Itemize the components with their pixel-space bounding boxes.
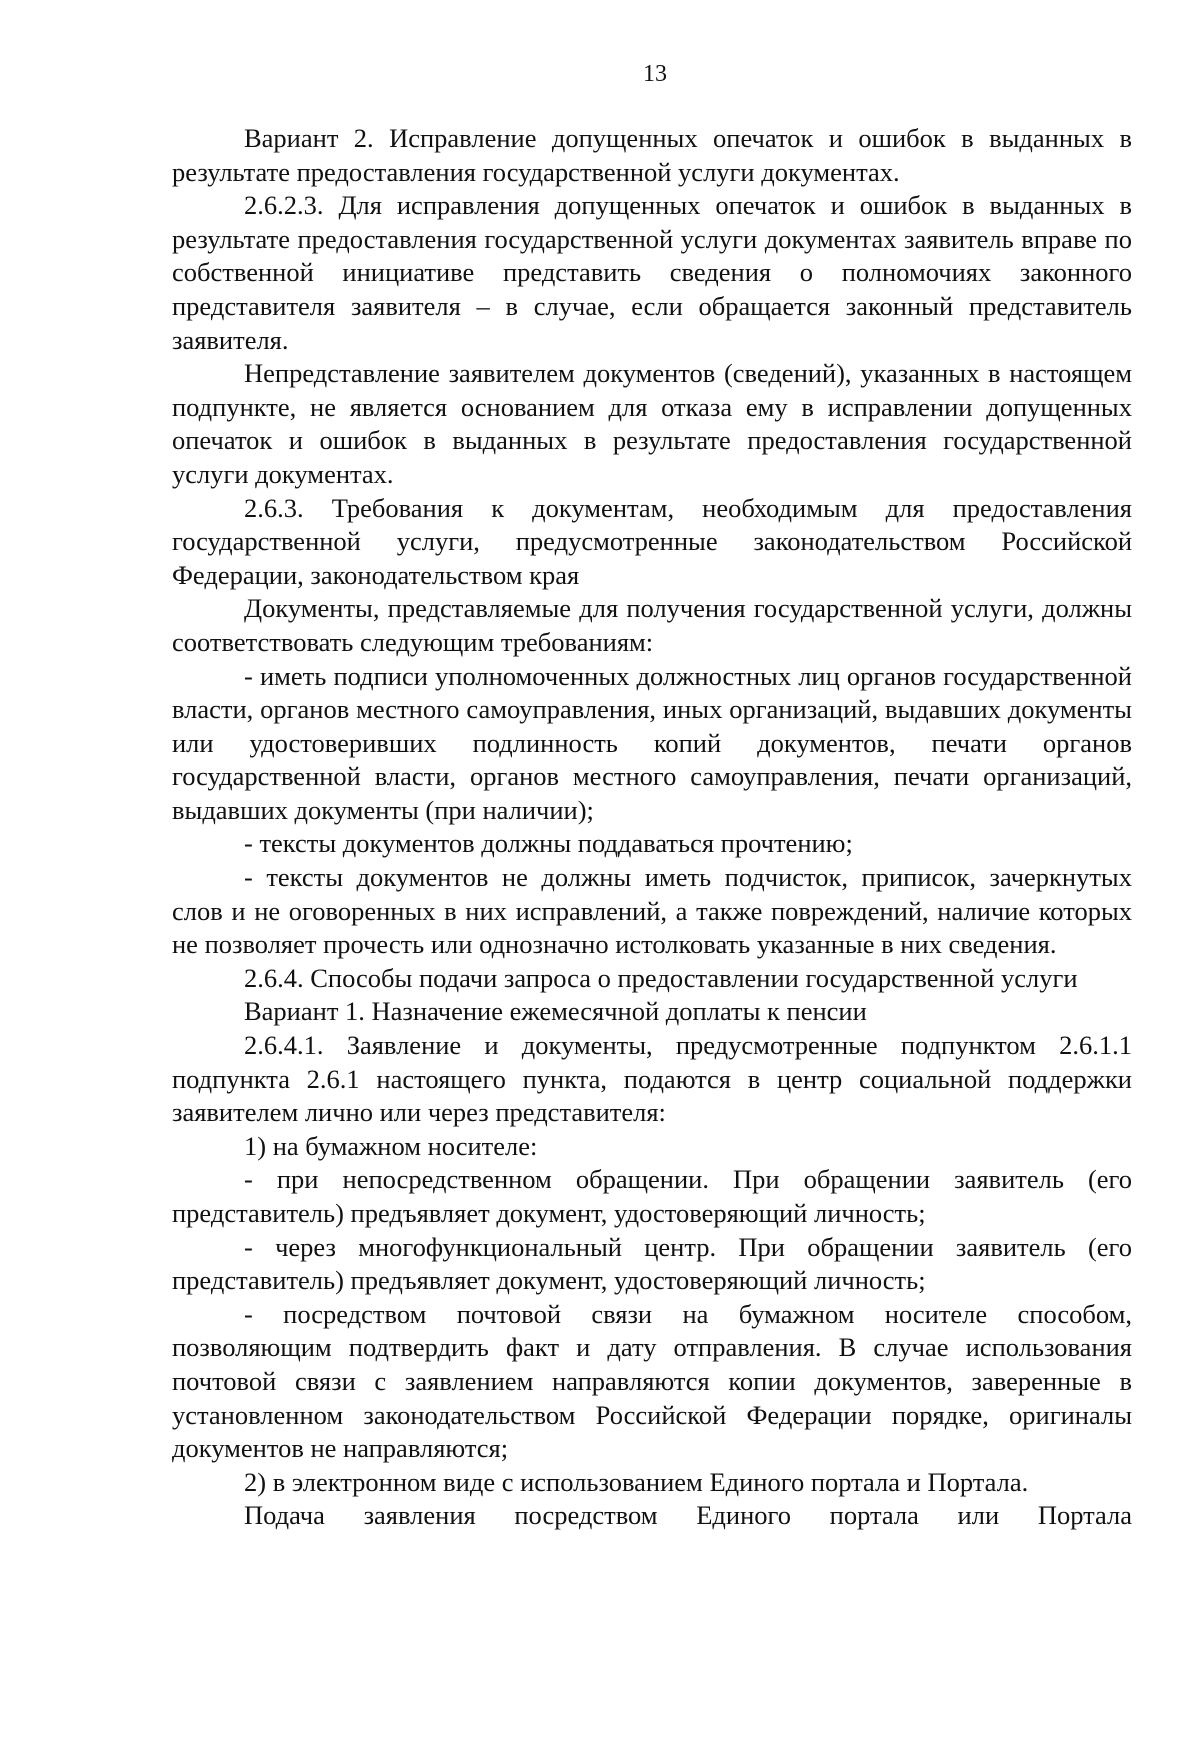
- page-number: 13: [643, 61, 667, 87]
- list-item-no-corrections: - тексты документов не должны иметь подчисток, приписок, зачеркнутых слов и не оговоренных в них исправлений, а также повреждений, наличие которых не позволяет прочесть или однозначно истолковать указанные в них сведения.: [172, 862, 1132, 960]
- list-item-signatures: - иметь подписи уполномоченных должностных лиц органов государственной власти, органов местного самоуправления, иных организаций, выдавших документы или удостоверивших подлинность копий документов, печати органов государственной власти, органов местного самоуправления, печати организаций, выдавших документы (при наличии);: [172, 660, 1132, 825]
- document-body: [172, 122, 1132, 1533]
- list-item-mfc: - через многофункциональный центр. При обращении заявитель (его представитель) предъявляет документ, удостоверяющий личность;: [172, 1231, 1132, 1296]
- list-item-readable: - тексты документов должны поддаваться прочтению;: [244, 828, 853, 859]
- paragraph-2-6-2-3: 2.6.2.3. Для исправления допущенных опечаток и ошибок в выданных в результате предоставления государственной услуги документах заявитель вправе по собственной инициативе представить сведения о полномочиях законного представителя заявителя – в случае, если обращается законный представитель заявителя.: [172, 190, 1132, 355]
- paragraph-2-6-4-1: 2.6.4.1. Заявление и документы, предусмотренные подпунктом 2.6.1.1 подпункта 2.6.1 настоящего пункта, подаются в центр социальной поддержки заявителем лично или через представителя:: [172, 1030, 1132, 1128]
- paragraph-documents-requirements: Документы, представляемые для получения государственной услуги, должны соответствовать следующим требованиям:: [172, 593, 1132, 657]
- paragraph-portal-submission: Подача заявления посредством Единого портала или Портала: [244, 1500, 1132, 1531]
- list-item-electronic: 2) в электронном виде с использованием Единого портала и Портала.: [244, 1466, 1029, 1497]
- list-item-direct-appeal: - при непосредственном обращении. При обращении заявитель (его представитель) предъявляет документ, удостоверяющий личность;: [172, 1164, 1132, 1228]
- paragraph-non-submission: Непредставление заявителем документов (сведений), указанных в настоящем подпункте, не является основанием для отказа ему в исправлении допущенных опечаток и ошибок в выданных в результате предоставления государственной услуги документах.: [172, 358, 1132, 489]
- list-item-paper-medium: 1) на бумажном носителе:: [244, 1130, 538, 1161]
- paragraph-2-6-4-heading: 2.6.4. Способы подачи запроса о предоставлении государственной услуги: [244, 962, 1078, 993]
- paragraph-2-6-3-heading: 2.6.3. Требования к документам, необходимым для предоставления государственной услуги, предусмотренные законодательством Российской Федерации, законодательством края: [172, 492, 1132, 590]
- paragraph-variant-1-heading: Вариант 1. Назначение ежемесячной доплаты к пенсии: [244, 996, 867, 1027]
- list-item-postal: - посредством почтовой связи на бумажном носителе способом, позволяющим подтвердить факт и дату отправления. В случае использования почтовой связи с заявлением направляются копии документов, заверенные в установленном законодательством Российской Федерации порядке, оригиналы документов не направляются;: [172, 1298, 1132, 1464]
- paragraph-variant-2-heading: Вариант 2. Исправление допущенных опечаток и ошибок в выданных в результате предоставления государственной услуги документах.: [172, 123, 1132, 187]
